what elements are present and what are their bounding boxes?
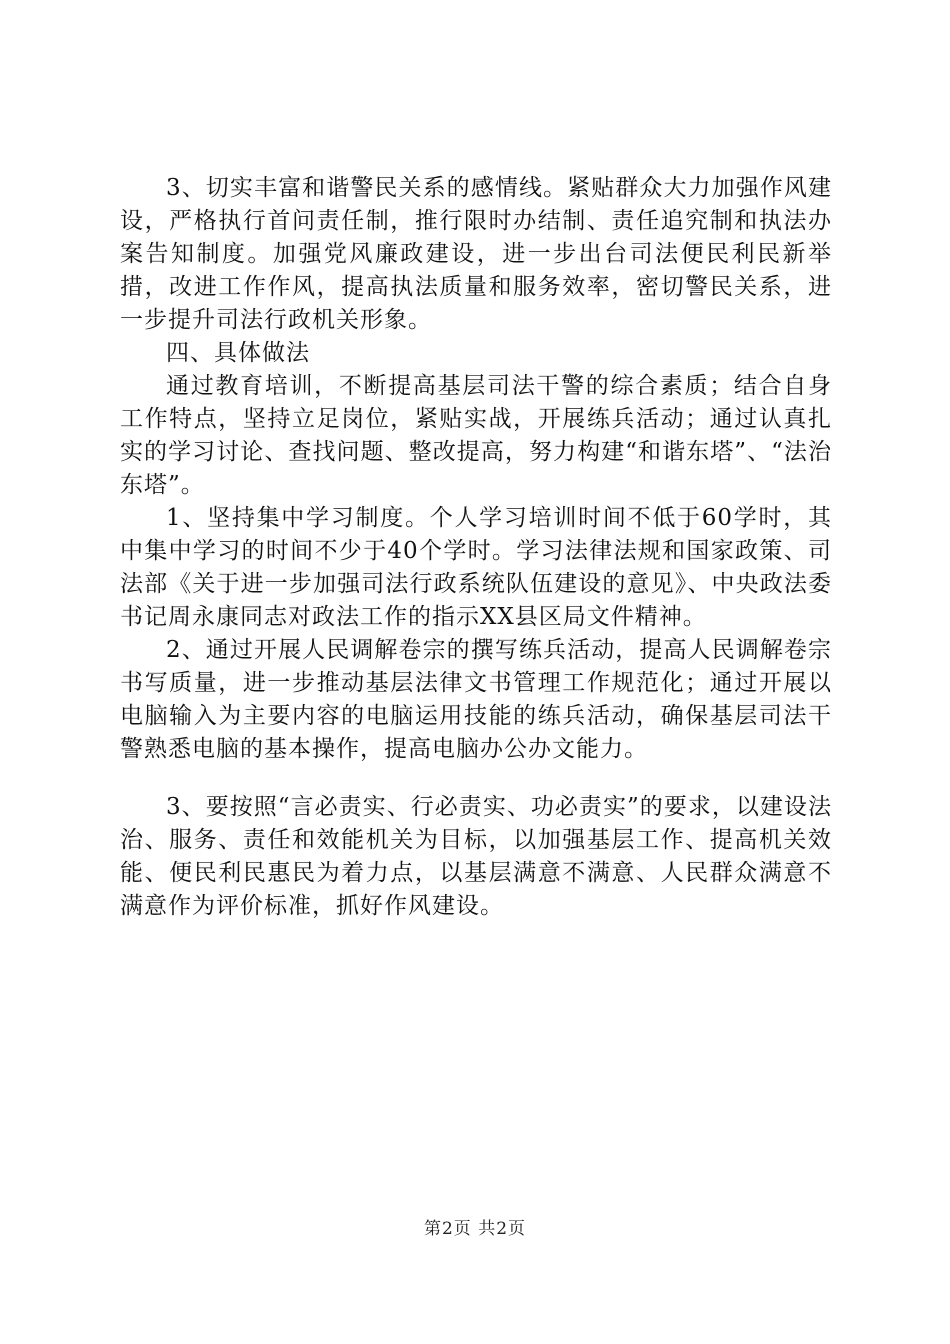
paragraph-work-style: 3、要按照“言必责实、行必责实、功必责实”的要求，以建设法治、服务、责任和效能机关为目标，以加强基层工作、提高机关效能、便民利民惠民为着力点，以基层满意不满意、人民群众满意不满意作为评价标准，抓好作风建设。	[120, 794, 832, 919]
document-body	[120, 172, 832, 923]
section-heading-specific-methods: 四、具体做法	[166, 340, 310, 366]
paragraph-study-system: 1、坚持集中学习制度。个人学习培训时间不低于60学时，其中集中学习的时间不少于40个学时。学习法律法规和国家政策、司法部《关于进一步加强司法行政系统队伍建设的意见》、中央政法委书记周永康同志对政法工作的指示XX县区局文件精神。	[120, 505, 832, 630]
page-number-footer: 第2页 共2页	[423, 1219, 527, 1239]
paragraph-skill-training: 2、通过开展人民调解卷宗的撰写练兵活动，提高人民调解卷宗书写质量，进一步推动基层法律文书管理工作规范化；通过开展以电脑输入为主要内容的电脑运用技能的练兵活动，确保基层司法干警熟悉电脑的基本操作，提高电脑办公办文能力。	[120, 637, 832, 762]
paragraph-police-relations: 3、切实丰富和谐警民关系的感情线。紧贴群众大力加强作风建设，严格执行首问责任制，推行限时办结制、责任追究制和执法办案告知制度。加强党风廉政建设，进一步出台司法便民利民新举措，改进工作作风，提高执法质量和服务效率，密切警民关系，进一步提升司法行政机关形象。	[120, 175, 832, 333]
paragraph-methods-intro: 通过教育培训，不断提高基层司法干警的综合素质；结合自身工作特点，坚持立足岗位，紧贴实战，开展练兵活动；通过认真扎实的学习讨论、查找问题、整改提高，努力构建“和谐东塔”、“法治东塔”。	[120, 373, 832, 498]
